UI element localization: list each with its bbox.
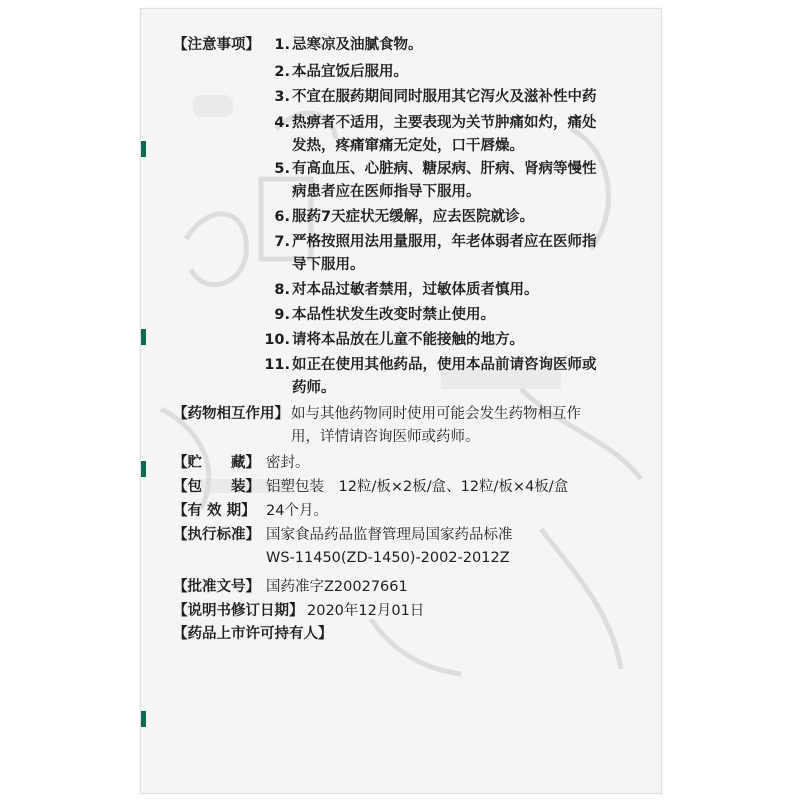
precaution-text: 不宜在服药期间同时服用其它泻火及滋补性中药 xyxy=(292,89,597,105)
precaution-text: 药师。 xyxy=(292,380,336,396)
interactions-text: 如与其他药物同时使用可能会发生药物相互作 xyxy=(291,406,581,422)
storage-label: 【贮 藏】 xyxy=(173,455,260,471)
precaution-text: 服药7天症状无缓解，应去医院就诊。 xyxy=(292,209,535,225)
validity-label: 【有 效 期】 xyxy=(173,503,256,519)
approval-value: 国药准字Z20027661 xyxy=(266,579,408,595)
lower-section xyxy=(140,8,660,792)
revision-value: 2020年12月01日 xyxy=(307,603,425,619)
precaution-text: 有高血压、心脏病、糖尿病、肝病、肾病等慢性 xyxy=(292,161,597,177)
interactions-heading: 【药物相互作用】 xyxy=(173,406,289,422)
precaution-text: 导下服用。 xyxy=(292,257,365,273)
storage-value: 密封。 xyxy=(266,455,310,471)
precaution-text: 请将本品放在儿童不能接触的地方。 xyxy=(292,332,524,348)
package-value: 铝塑包装 12粒/板×2板/盒、12粒/板×4板/盒 xyxy=(266,479,569,495)
standard-value: 国家食品药品监督管理局国家药品标准 xyxy=(266,527,513,543)
validity-value: 24个月。 xyxy=(266,503,328,519)
precautions-heading: 【注意事项】 xyxy=(173,37,260,53)
interactions-text: 用，详情请咨询医师或药师。 xyxy=(291,429,480,445)
leaflet-content: 【注意事项】 1. 忌寒凉及油腻食物。 2. 本品宜饭后服用。 3. 不宜在服药期间同时服用其它泻火及滋补性中药 4. 热痹者不适用，主要表现为关节肿痛如灼，痛处 发热，疼痛窜痛无定处，口干唇燥。 5. 有高血压、心脏病、糖尿病、肝病、肾病等慢性 病患者应在医师指导下服用。 6. 服药7天症状无缓解，应去医院就诊。 7. 严格按照用法用量服用，年老体弱者应在医师指 导下服用。 8. 对本品过敏者禁用，过敏体质者慎用。 9. 本品性状发生改变时禁止使用。 10. 请将本品放在儿童不能接触的地方。 11. 如正在使用其他药品，使用本品前请咨询医师或 药师。 【药物相互作用】 如与其他药物同时使用可能会发生药物相互作 用，详情请咨询医师或药师。 【贮 藏】 密封。 【包 装】 铝塑包装 12粒/板×2板/盒、12粒/板×4板/盒 【有 效 期】 24个月。 【执行标准】 国家食品药品监督管理局国家药品标准 WS-11450(ZD-1450)-2002-2012Z 【批准文号】 国药准字Z20027661 【说明书修订日期】 2020年12月01日 【药品上市许可持有人】 xyxy=(141,9,661,793)
standard-label: 【执行标准】 xyxy=(173,527,260,543)
standard-code: WS-11450(ZD-1450)-2002-2012Z xyxy=(266,550,510,566)
precaution-text: 忌寒凉及油腻食物。 xyxy=(292,37,423,53)
mah-heading: 【药品上市许可持有人】 xyxy=(173,626,333,642)
precaution-text: 热痹者不适用，主要表现为关节肿痛如灼，痛处 xyxy=(292,115,597,131)
precaution-text: 对本品过敏者禁用，过敏体质者慎用。 xyxy=(292,282,539,298)
precaution-text: 本品宜饭后服用。 xyxy=(292,64,408,80)
approval-label: 【批准文号】 xyxy=(173,579,260,595)
precaution-text: 病患者应在医师指导下服用。 xyxy=(292,184,481,200)
revision-label: 【说明书修订日期】 xyxy=(173,603,304,619)
package-label: 【包 装】 xyxy=(173,479,260,495)
precaution-text: 严格按照用法用量服用，年老体弱者应在医师指 xyxy=(292,234,597,250)
precaution-text: 如正在使用其他药品，使用本品前请咨询医师或 xyxy=(292,357,597,373)
precaution-text: 发热，疼痛窜痛无定处，口干唇燥。 xyxy=(292,138,524,154)
precaution-text: 本品性状发生改变时禁止使用。 xyxy=(292,307,495,323)
